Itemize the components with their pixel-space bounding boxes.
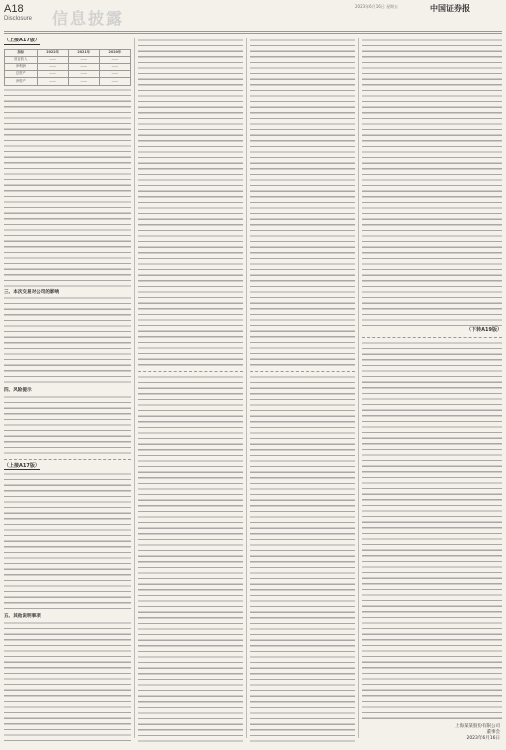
table-cell: 净利润 <box>5 63 38 70</box>
table-row <box>5 63 131 70</box>
issue-date: 2023年6月16日 星期五 <box>355 4 399 9</box>
body-text-block <box>250 375 355 745</box>
table-cell: 总资产 <box>5 71 38 78</box>
table-row <box>5 56 131 63</box>
article-column-4 <box>362 38 502 746</box>
table-cell: —— <box>37 63 68 70</box>
table-cell: —— <box>37 78 68 85</box>
newspaper-name: 中国证券报 <box>430 3 470 13</box>
table-cell: —— <box>37 56 68 63</box>
body-text-block <box>4 296 131 386</box>
table-cell: —— <box>99 63 130 70</box>
subheading: 三、本次交易对公司的影响 <box>4 289 60 295</box>
continuation-tag: （上接A17版） <box>4 462 40 469</box>
body-text-block <box>4 621 131 741</box>
table-cell: —— <box>68 71 99 78</box>
table-row <box>5 49 131 56</box>
signature-date: 2023年6月16日 <box>466 736 500 741</box>
section-title: 信息披露 <box>52 9 125 28</box>
article-divider <box>138 371 243 372</box>
signature-board: 董事会 <box>486 730 500 735</box>
column-divider <box>246 38 247 738</box>
article-divider <box>362 337 502 338</box>
subheading: 四、风险提示 <box>4 388 32 394</box>
page-number: A18 <box>4 3 24 15</box>
continuation-tag: （上接A17版） <box>4 38 40 43</box>
body-text-block <box>362 341 502 721</box>
table-cell: —— <box>37 71 68 78</box>
subheading: 五、其他说明事项 <box>4 614 41 620</box>
table-cell: 2020年 <box>99 49 130 56</box>
article-divider <box>250 371 355 372</box>
table-cell: —— <box>99 78 130 85</box>
masthead <box>0 0 506 30</box>
article-column-3 <box>250 38 355 746</box>
table-cell: 指标 <box>5 49 38 56</box>
table-cell: —— <box>68 63 99 70</box>
table-cell: 2022年 <box>37 49 68 56</box>
article-divider <box>4 459 131 460</box>
page-section-english: Disclosure <box>4 16 33 22</box>
table-cell: 营业收入 <box>5 56 38 63</box>
continuation-mark: （下转A19版） <box>466 327 502 333</box>
signature-block <box>400 724 500 742</box>
article-column-1 <box>4 38 131 746</box>
body-text-block <box>362 38 502 328</box>
table-cell: 2021年 <box>68 49 99 56</box>
body-text-block <box>4 88 131 288</box>
body-text-block <box>138 38 243 368</box>
column-divider <box>134 38 135 738</box>
financial-table <box>4 49 131 86</box>
signature-company: 上海某某股份有限公司 <box>455 724 500 729</box>
table-cell: —— <box>99 71 130 78</box>
masthead-rule <box>4 31 502 32</box>
table-cell: —— <box>68 78 99 85</box>
body-text-block <box>4 395 131 455</box>
table-row <box>5 78 131 85</box>
table-row <box>5 71 131 78</box>
masthead-rule-thin <box>4 33 502 34</box>
table-cell: —— <box>99 56 130 63</box>
table-cell: —— <box>68 56 99 63</box>
table-cell: 净资产 <box>5 78 38 85</box>
body-text-block <box>250 38 355 368</box>
article-column-2 <box>138 38 243 746</box>
body-text-block <box>4 472 131 612</box>
column-divider <box>358 38 359 738</box>
body-text-block <box>138 375 243 745</box>
